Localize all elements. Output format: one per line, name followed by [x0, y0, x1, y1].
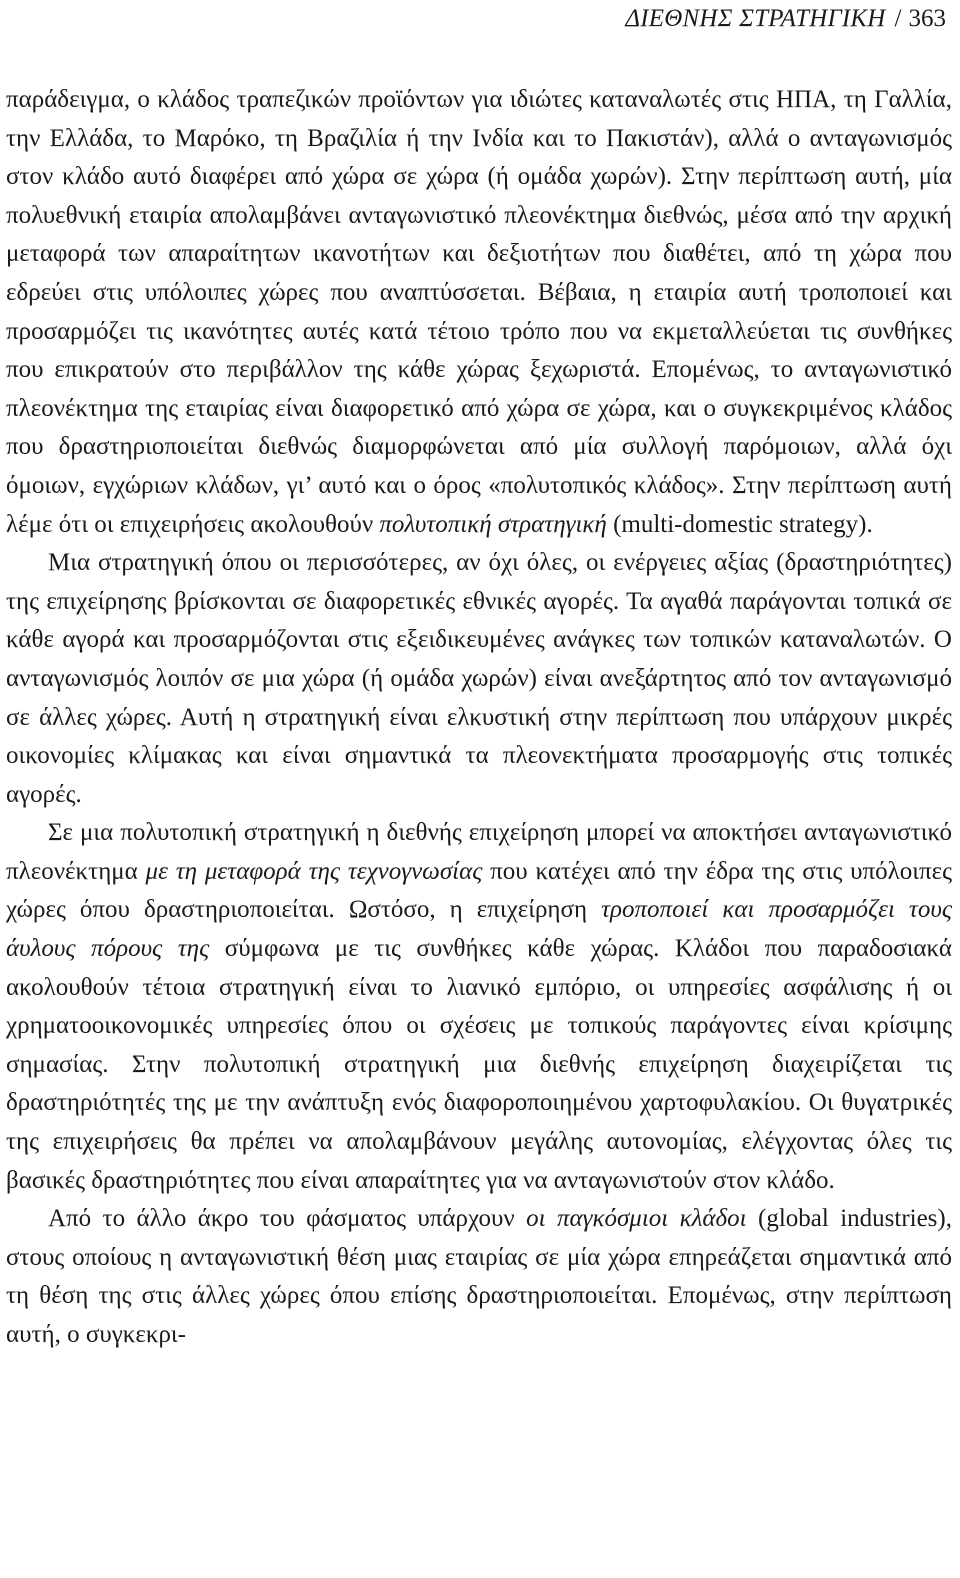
- running-header: [625, 2, 946, 36]
- paragraph: [6, 81, 952, 544]
- text-run: παράδειγμα, ο κλάδος τραπεζικών προϊόντων για ιδιώτες καταναλωτές στις ΗΠΑ, τη Γαλλία, την Ελλάδα, το Μαρόκο, τη Βραζιλία ή την Ινδία και το Πακιστάν), αλλά ο ανταγωνισμός στον κλάδο αυτό διαφέρει από χώρα σε χώρα (ή ομάδα χωρών). Στην περίπτωση αυτή, μία πολυεθνική εταιρία απολαμβάνει ανταγωνιστικό πλεονέκτημα διεθνώς, μέσα από την αρχική μεταφορά των απαραίτητων ικανοτήτων και δεξιοτήτων που διαθέτει, από τη χώρα που εδρεύει στις υπόλοιπες χώρες που αναπτύσσεται. Βέβαια, η εταιρία αυτή τροποποιεί και προσαρμόζει τις ικανότητες αυτές κατά τέτοιο τρόπο που να εκμεταλλεύεται τις συνθήκες που επικρατούν στο περιβάλλον της κάθε χώρας ξεχωριστά. Επομένως, το ανταγωνιστικό πλεονέκτημα της εταιρίας είναι διαφορετικό από χώρα σε χώρα, και ο συγκεκριμένος κλάδος που δραστηριοποιείται διεθνώς διαμορφώνεται από μία συλλογή παρόμοιων, αλλά όχι όμοιων, εγχώριων κλάδων, γι’ αυτό και ο όρος «πολυτοπικός κλάδος». Στην περίπτωση αυτή λέμε ότι οι επιχειρήσεις ακολουθούν: [6, 86, 952, 538]
- text-run: Από το άλλο άκρο του φάσματος υπάρχουν: [48, 1205, 527, 1233]
- italic-term: πολυτοπική στρατηγική: [379, 510, 607, 538]
- text-run: (multi-domestic strategy).: [606, 510, 873, 538]
- text-run: Μια στρατηγική όπου οι περισσότερες, αν όχι όλες, οι ενέργειες αξίας (δραστηριότητες) της επιχείρησης βρίσκονται σε διαφορετικές εθνικές αγορές. Τα αγαθά παράγονται τοπικά σε κάθε αγορά και προσαρμόζονται στις εξειδικευμένες ανάγκες των τοπικών καταναλωτών. Ο ανταγωνισμός λοιπόν σε μια χώρα (ή ομάδα χωρών) είναι ανεξάρτητος από τον ανταγωνισμό σε άλλες χώρες. Αυτή η στρατηγική είναι ελκυστική στην περίπτωση που υπάρχουν μικρές οικονομίες κλίμακας και είναι σημαντικά τα πλεονεκτήματα προσαρμογής στις τοπικές αγορές.: [6, 549, 952, 808]
- running-header-separator: /: [894, 5, 902, 32]
- text-run: σύμφωνα με τις συνθήκες κάθε χώρας. Κλάδοι που παραδοσιακά ακολουθούν τέτοια στρατηγική είναι το λιανικό εμπόριο, οι υπηρεσίες ασφάλισης ή οι χρηματοοικονομικές υπηρεσίες όπου οι σχέσεις με τοπικούς παράγοντες είναι κρίσιμης σημασίας. Στην πολυτοπική στρατηγική μια διεθνής επιχείρηση διαχειρίζεται τις δραστηριότητές της με την ανάπτυξη ενός διαφοροποιημένου χαρτοφυλακίου. Οι θυγατρικές της επιχειρήσεις θα πρέπει να απολαμβάνουν μεγάλης αυτονομίας, ελέγχοντας όλες τις βασικές δραστηριότητες που είναι απαραίτητες για να ανταγωνιστούν στον κλάδο.: [6, 935, 952, 1194]
- italic-term: τροποποιεί και προσαρμόζει τους άυλους πόρους της: [6, 896, 952, 963]
- text-run: που κατέχει από την έδρα της στις υπόλοιπες χώρες όπου δραστηριοποιείται. Ωστόσο, η επιχείρηση: [6, 857, 952, 924]
- paragraph: [6, 814, 952, 1200]
- text-run: Σε μια πολυτοπική στρατηγική η διεθνής επιχείρηση μπορεί να αποκτήσει ανταγωνιστικό πλεονέκτημα: [6, 819, 952, 885]
- text-run: (global industries), στους οποίους η ανταγωνιστική θέση μιας εταιρίας σε μία χώρα επηρεάζεται σημαντικά από τη θέση της στις άλλες χώρες όπου επίσης δραστηριοποιείται. Επομένως, στην περίπτωση αυτή, ο συγκεκρι-: [6, 1205, 952, 1348]
- running-header-title: ΔΙΕΘΝΗΣ ΣΤΡΑΤΗΓΙΚΗ: [625, 5, 886, 32]
- italic-term: οι παγκόσμιοι κλάδοι: [526, 1205, 747, 1233]
- paragraph: [6, 1200, 952, 1354]
- page-number: 363: [908, 5, 946, 32]
- italic-term: με τη μεταφορά της τεχνογνωσίας: [145, 857, 483, 885]
- body-text: [6, 81, 952, 1355]
- paragraph: [6, 544, 952, 814]
